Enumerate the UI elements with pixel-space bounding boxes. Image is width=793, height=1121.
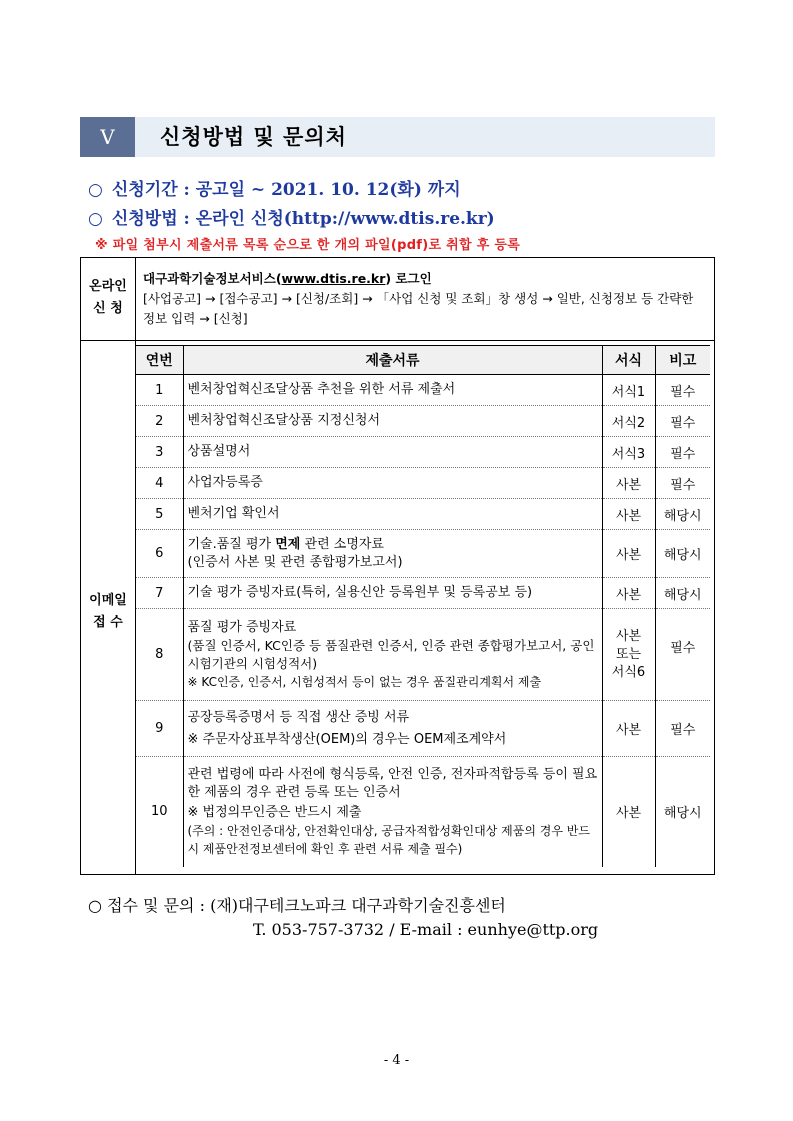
section-number: V xyxy=(80,117,135,157)
row-note: 해당시 xyxy=(655,530,710,578)
row-form: 서식1 xyxy=(602,375,655,406)
table-row xyxy=(136,499,710,530)
email-label-line2: 접 수 xyxy=(93,615,123,630)
page-number: - 4 - xyxy=(383,1053,410,1068)
online-title-prefix: 대구과학기술정보서비스( xyxy=(143,271,282,286)
row-doc-part: 품질 평가 증빙자료 xyxy=(187,619,297,635)
row-note: 해당시 xyxy=(655,499,710,530)
table-row xyxy=(136,530,710,578)
online-steps: [사업공고] → [접수공고] → [신청/조회] → 「사업 신청 및 조회」창 생성 → 일반, 신청정보 등 간략한 정보 입력 → [신청] xyxy=(143,291,694,326)
row-note: 해당시 xyxy=(655,757,710,867)
row-note: 필수 xyxy=(655,406,710,437)
row-no: 6 xyxy=(136,530,183,578)
online-title-suffix: ) 로그인 xyxy=(385,271,432,286)
table-row xyxy=(136,375,710,406)
row-form: 사본 xyxy=(602,757,655,867)
row-doc xyxy=(183,530,602,578)
row-form-part: 서식6 xyxy=(611,664,646,680)
row-doc-part: (주의 : 안전인증대상, 안전확인대상, 공급자적합성확인대상 제품의 경우 반드시 제품안전정보센터에 확인 후 관련 서류 제출 필수) xyxy=(187,823,590,856)
row-doc-part: (인증서 사본 및 관련 종합평가보고서) xyxy=(187,554,403,570)
row-form-part: 사본 xyxy=(615,628,642,644)
table-row xyxy=(136,609,710,701)
row-note: 필수 xyxy=(655,701,710,757)
table-row xyxy=(136,578,710,609)
row-doc-part: ※ KC인증, 인증서, 시험성적서 등이 없는 경우 품질관리계획서 제출 xyxy=(187,674,542,689)
online-title xyxy=(143,269,432,287)
col-header-doc: 제출서류 xyxy=(183,346,602,375)
row-note: 필수 xyxy=(655,468,710,499)
row-form: 사본 xyxy=(602,499,655,530)
row-no: 8 xyxy=(136,609,183,701)
online-title-url: www.dtis.re.kr xyxy=(281,271,386,286)
row-no: 9 xyxy=(136,701,183,757)
table-row xyxy=(136,468,710,499)
circle-bullet-icon: ○ xyxy=(88,896,102,915)
table-row xyxy=(136,701,710,757)
bullet-method-text: 신청방법 : 온라인 신청(http://www.dtis.re.kr) xyxy=(111,209,495,229)
col-header-no: 연번 xyxy=(136,346,183,375)
file-note: ※ 파일 첨부시 제출서류 목록 순으로 한 개의 파일(pdf)로 취합 후 등록 xyxy=(95,238,521,253)
row-form: 사본 xyxy=(602,530,655,578)
row-no: 1 xyxy=(136,375,183,406)
row-doc xyxy=(183,609,602,701)
divider xyxy=(81,340,714,341)
row-no: 5 xyxy=(136,499,183,530)
circle-bullet-icon: ○ xyxy=(88,209,103,229)
row-doc: 벤처기업 확인서 xyxy=(183,499,602,530)
row-note: 해당시 xyxy=(655,578,710,609)
row-form: 서식3 xyxy=(602,437,655,468)
table-row xyxy=(136,406,710,437)
email-label xyxy=(81,590,135,634)
section-title: 신청방법 및 문의처 xyxy=(160,125,347,149)
row-note: 필수 xyxy=(655,609,710,701)
contact-text: 접수 및 문의 : (재)대구테크노파크 대구과학기술진흥센터 xyxy=(107,896,506,915)
section-header xyxy=(80,117,715,157)
online-label-line1: 온라인 xyxy=(89,279,127,294)
circle-bullet-icon: ○ xyxy=(88,180,103,200)
documents-table xyxy=(136,345,710,867)
row-note: 필수 xyxy=(655,437,710,468)
row-doc-part: 관련 법령에 따라 사전에 형식등록, 안전 인증, 전자파적합등록 등이 필요한 제품의 경우 관련 등록 또는 인증서 xyxy=(187,766,598,800)
row-note: 필수 xyxy=(655,375,710,406)
row-doc-part: 관련 소명자료 xyxy=(300,536,384,552)
row-doc-part: 공장등록증명서 등 직접 생산 증빙 서류 xyxy=(187,709,410,725)
row-no: 7 xyxy=(136,578,183,609)
online-label xyxy=(81,276,135,320)
online-label-line2: 신 청 xyxy=(93,301,123,316)
email-label-line1: 이메일 xyxy=(89,593,127,608)
row-doc: 기술 평가 증빙자료(특허, 실용신안 등록원부 및 등록공보 등) xyxy=(183,578,602,609)
row-doc xyxy=(183,701,602,757)
row-form-part: 또는 xyxy=(615,646,642,662)
col-header-note: 비고 xyxy=(655,346,710,375)
row-form: 사본 xyxy=(602,578,655,609)
row-doc: 벤처창업혁신조달상품 지정신청서 xyxy=(183,406,602,437)
row-doc-part: ※ 주문자상표부착생산(OEM)의 경우는 OEM제조계약서 xyxy=(187,731,507,747)
table-row xyxy=(136,437,710,468)
contact-line xyxy=(88,893,506,916)
bullet-period-text: 신청기간 : 공고일 ~ 2021. 10. 12(화) 까지 xyxy=(111,180,461,200)
row-no: 2 xyxy=(136,406,183,437)
contact-phone-email: T. 053-757-3732 / E-mail : eunhye@ttp.org xyxy=(253,920,599,939)
row-form: 사본 xyxy=(602,468,655,499)
row-form: 서식2 xyxy=(602,406,655,437)
table-header-row xyxy=(136,346,710,375)
row-no: 4 xyxy=(136,468,183,499)
row-doc-bold: 면제 xyxy=(275,536,301,552)
bullet-method xyxy=(88,204,495,229)
row-form: 사본 xyxy=(602,701,655,757)
row-doc-part: ※ 법정의무인증은 반드시 제출 xyxy=(187,804,362,820)
row-doc-part: 기술.품질 평가 xyxy=(187,536,276,552)
col-header-form: 서식 xyxy=(602,346,655,375)
row-no: 10 xyxy=(150,804,168,820)
row-doc: 벤처창업혁신조달상품 추천을 위한 서류 제출서 xyxy=(183,375,602,406)
bullet-period xyxy=(88,175,461,200)
row-doc-part: (품질 인증서, KC인증 등 품질관련 인증서, 인증 관련 종합평가보고서, 공인시험기관의 시험성적서) xyxy=(187,637,595,671)
table-row xyxy=(136,757,710,867)
row-doc: 사업자등록증 xyxy=(183,468,602,499)
row-form xyxy=(602,609,655,701)
row-doc xyxy=(183,757,602,867)
row-no: 3 xyxy=(136,437,183,468)
row-doc: 상품설명서 xyxy=(183,437,602,468)
